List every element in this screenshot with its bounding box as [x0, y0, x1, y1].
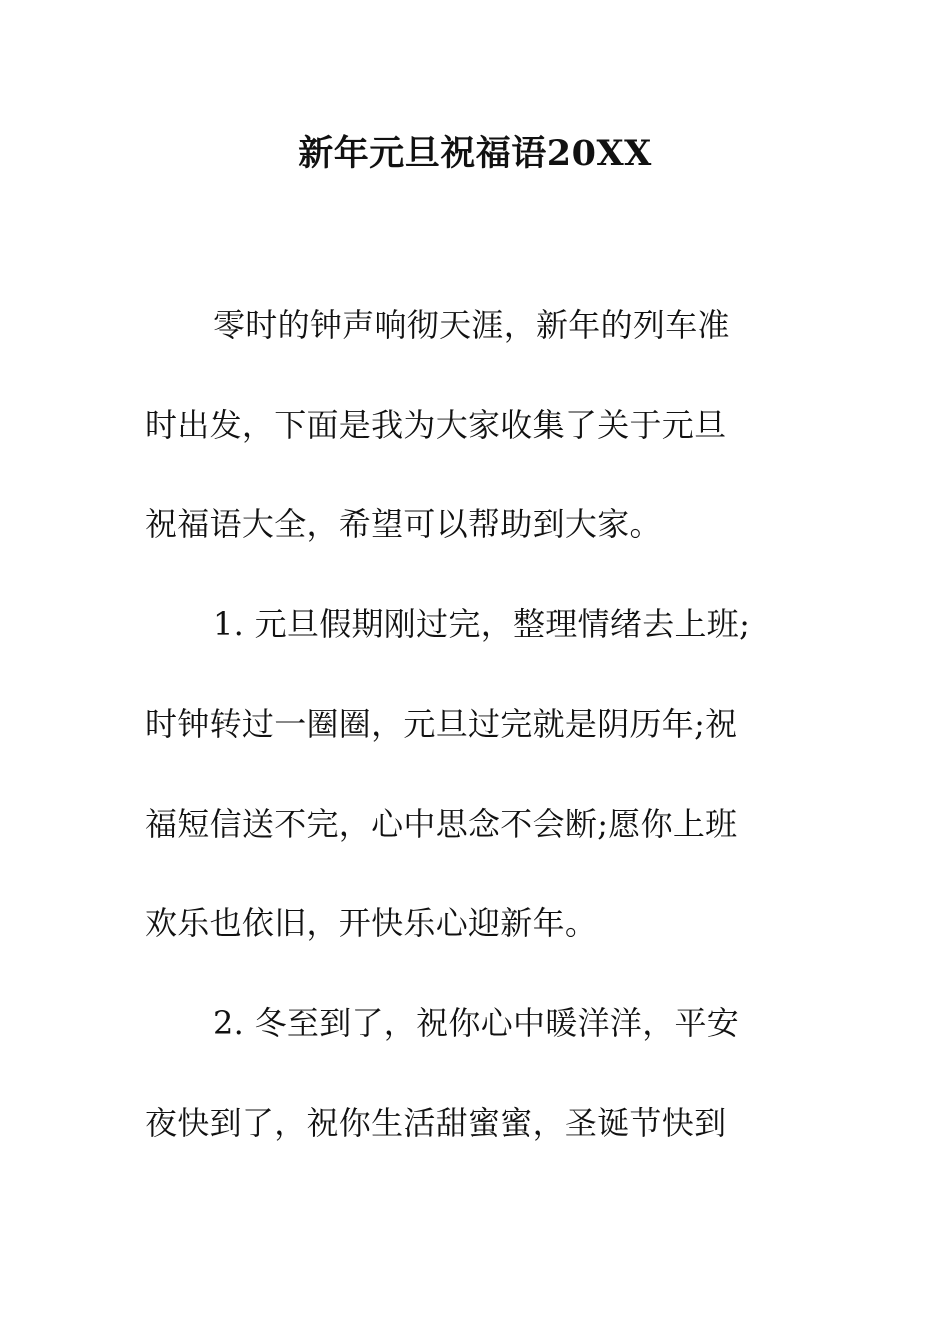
list-item-line: 时钟转过一圈圈，元旦过完就是阴历年;祝 [145, 705, 738, 743]
document-title: 新年元旦祝福语20XX [298, 133, 652, 174]
paragraph-line: 祝福语大全，希望可以帮助到大家。 [145, 505, 662, 543]
paragraph-line: 零时的钟声响彻天涯，新年的列车准 [213, 306, 730, 344]
list-item-line: 1. 元旦假期刚过完，整理情绪去上班; [213, 605, 751, 643]
list-item-line: 夜快到了，祝你生活甜蜜蜜，圣诞节快到 [145, 1104, 727, 1142]
list-item-line: 2. 冬至到了，祝你心中暖洋洋，平安 [213, 1004, 740, 1042]
list-item-line: 福短信送不完，心中思念不会断;愿你上班 [145, 805, 738, 843]
paragraph-line: 时出发，下面是我为大家收集了关于元旦 [145, 406, 727, 444]
list-item-line: 欢乐也依旧，开快乐心迎新年。 [145, 904, 598, 942]
